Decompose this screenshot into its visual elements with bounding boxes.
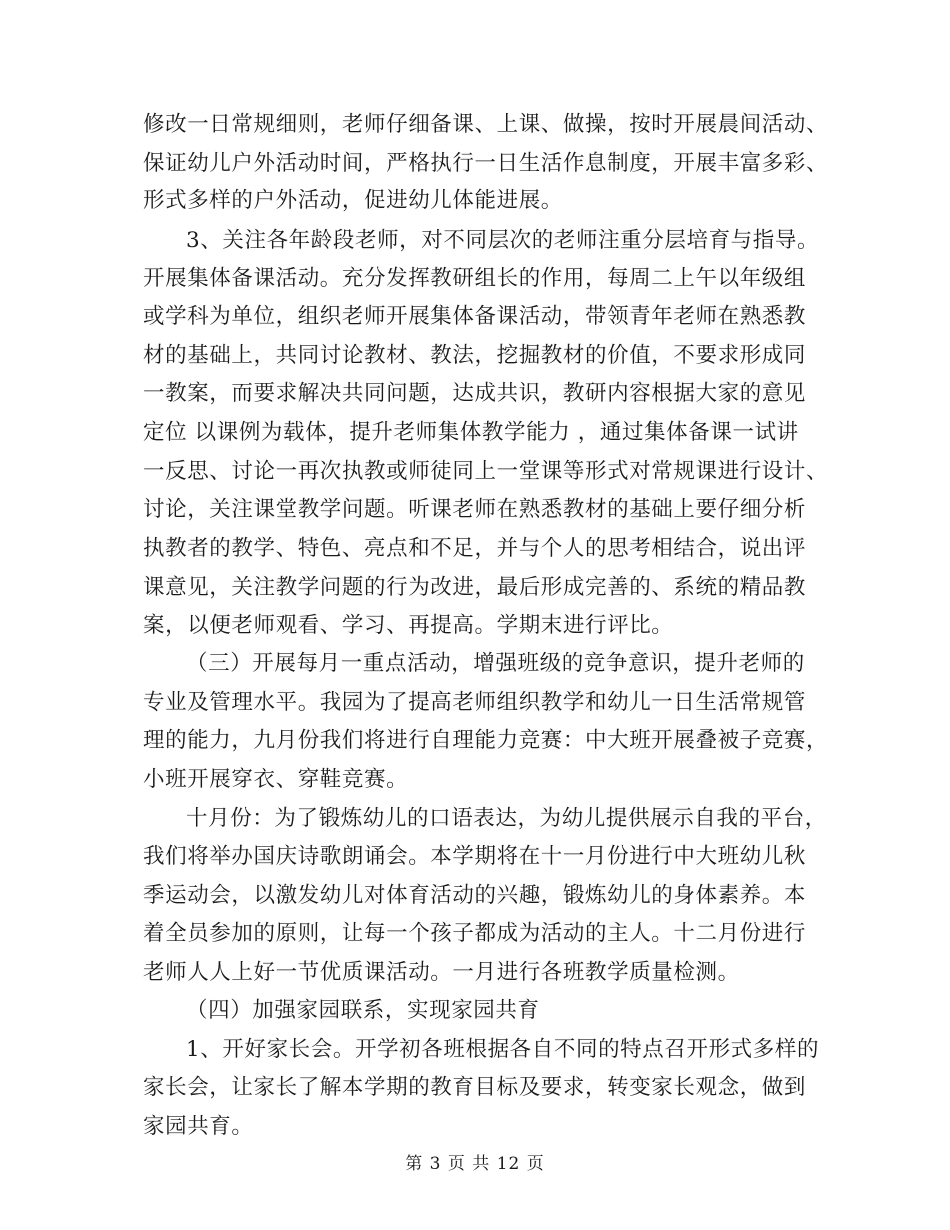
text-line: 形式多样的户外活动，促进幼儿体能进展。: [143, 188, 563, 213]
text-line: 十月份：为了锻炼幼儿的口语表达，为幼儿提供展示自我的平台，: [186, 806, 827, 831]
text-line: 一教案，而要求解决共同问题，达成共识，教研内容根据大家的意见: [143, 381, 807, 406]
text-line: 家园共育。: [143, 1114, 254, 1139]
text-line: 我们将举办国庆诗歌朗诵会。本学期将在十一月份进行中大班幼儿秋: [143, 844, 807, 869]
text-line: 理的能力，九月份我们将进行自理能力竞赛：中大班开展叠被子竞赛，: [143, 728, 829, 753]
text-line: 专业及管理水平。我园为了提高老师组织教学和幼儿一日生活常规管: [143, 690, 807, 715]
text-line: 保证幼儿户外活动时间，严格执行一日生活作息制度，开展丰富多彩、: [143, 151, 829, 176]
text-line: 季运动会，以激发幼儿对体育活动的兴趣，锻炼幼儿的身体素养。本: [143, 883, 807, 908]
text-line: 老师人人上好一节优质课活动。一月进行各班教学质量检测。: [143, 960, 740, 985]
text-line: 定位 以课例为载体，提升老师集体教学能力 ，通过集体备课一试讲: [143, 420, 799, 445]
text-line: 案，以便老师观看、学习、再提高。学期末进行评比。: [143, 613, 674, 638]
text-line: （四）加强家园联系，实现家园共育: [186, 998, 540, 1023]
text-line: 3、关注各年龄段老师，对不同层次的老师注重分层培育与指导。: [186, 228, 820, 253]
text-line: 或学科为单位，组织老师开展集体备课活动，带领青年老师在熟悉教: [143, 304, 807, 329]
text-line: 着全员参加的原则，让每一个孩子都成为活动的主人。十二月份进行: [143, 921, 807, 946]
text-line: （三）开展每月一重点活动，增强班级的竞争意识，提升老师的: [186, 651, 805, 676]
text-line: 修改一日常规细则，老师仔细备课、上课、做操，按时开展晨间活动、: [143, 112, 829, 137]
text-line: 执教者的教学、特色、亮点和不足，并与个人的思考相结合，说出评: [143, 536, 807, 561]
text-line: 一反思、讨论一再次执教或师徒同上一堂课等形式对常规课进行设计、: [143, 459, 829, 484]
text-line: 小班开展穿衣、穿鞋竞赛。: [143, 767, 409, 792]
text-line: 课意见，关注教学问题的行为改进，最后形成完善的、系统的精品教: [143, 575, 807, 600]
text-line: 1、开好家长会。开学初各班根据各自不同的特点召开形式多样的: [186, 1037, 820, 1062]
text-line: 材的基础上，共同讨论教材、教法，挖掘教材的价值，不要求形成同: [143, 343, 807, 368]
text-line: 讨论，关注课堂教学问题。听课老师在熟悉教材的基础上要仔细分析: [143, 497, 807, 522]
text-line: 开展集体备课活动。充分发挥教研组长的作用，每周二上午以年级组: [143, 266, 807, 291]
text-line: 家长会，让家长了解本学期的教育目标及要求，转变家长观念，做到: [143, 1075, 807, 1100]
page-number-footer: 第 3 页 共 12 页: [405, 1154, 545, 1174]
